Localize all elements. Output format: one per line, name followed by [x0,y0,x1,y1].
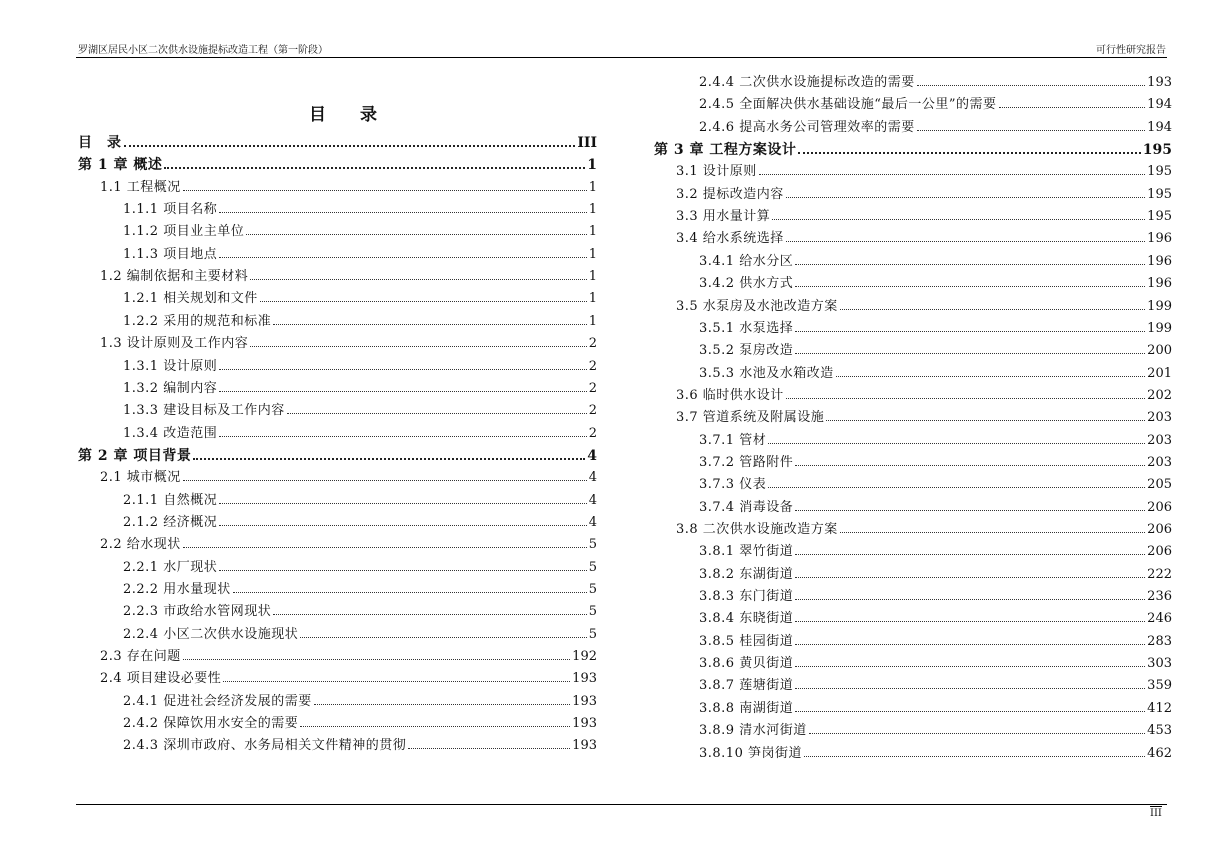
toc-entry-title: 2.1.1 自然概况 [123,492,218,508]
toc-leader-dots [795,499,1145,511]
toc-entry-title: 3.8.8 南湖街道 [699,700,794,716]
toc-entry-page: 2 [588,380,597,396]
toc-entry[interactable] [78,559,597,577]
document-header-title: 罗湖区居民小区二次供水设施提标改造工程（第一阶段） [78,45,328,56]
toc-entry-page: 1 [587,157,597,174]
toc-entry[interactable] [78,358,597,376]
toc-leader-dots [233,581,587,593]
toc-entry-page: 359 [1147,678,1172,694]
toc-leader-dots [219,425,587,437]
toc-entry-page: III [577,135,597,151]
toc-entry-page: 5 [588,559,597,575]
toc-entry-page: 283 [1147,633,1172,649]
toc-leader-dots [826,409,1145,421]
toc-entry-title: 3.7.2 管路附件 [699,454,794,470]
header-rule [76,57,1167,58]
toc-entry-page: 206 [1147,544,1172,560]
toc-entry-page: 203 [1147,454,1172,470]
toc-leader-dots [183,179,587,191]
toc-entry[interactable] [654,588,1172,606]
toc-entry-page: 194 [1147,119,1172,135]
toc-entry-title: 2.4.1 促进社会经济发展的需要 [123,693,312,709]
toc-entry-title: 1.3.2 编制内容 [123,380,218,396]
toc-entry-page: 193 [572,693,597,709]
toc-entry-page: 203 [1147,410,1172,426]
toc-leader-dots [999,96,1146,108]
toc-leader-dots [840,521,1145,533]
toc-entry[interactable] [654,163,1172,181]
toc-entry[interactable] [654,499,1172,517]
toc-entry-page: 195 [1147,186,1172,202]
toc-entry[interactable] [654,387,1172,405]
toc-entry-title: 2.4.2 保障饮用水安全的需要 [123,716,299,732]
toc-entry-title: 2.1.2 经济概况 [123,514,218,530]
toc-leader-dots [795,566,1145,578]
toc-leader-dots [300,626,587,638]
toc-entry-title: 3.6 临时供水设计 [676,387,784,403]
document-header-type: 可行性研究报告 [1096,45,1166,56]
toc-entry-title: 第 3 章 工程方案设计 [654,142,797,159]
toc-entry-title: 3.4.1 给水分区 [699,253,794,269]
toc-leader-dots [795,700,1145,712]
toc-entry[interactable] [78,380,597,398]
toc-leader-dots [798,142,1140,154]
toc-entry-title: 1.1.3 项目地点 [123,246,218,262]
toc-entry-title: 2.4 项目建设必要性 [100,671,222,687]
toc-entry[interactable] [78,156,597,174]
toc-entry[interactable] [78,313,597,331]
toc-entry-page: 2 [588,425,597,441]
toc-entry-title: 2.2 给水现状 [100,537,181,553]
toc-entry-page: 195 [1147,209,1172,225]
toc-entry-title: 3.3 用水量计算 [676,209,771,225]
toc-entry-page: 1 [588,224,597,240]
toc-leader-dots [219,201,587,213]
toc-entry-page: 2 [588,403,597,419]
toc-leader-dots [836,365,1145,377]
toc-entry[interactable] [654,722,1172,740]
toc-entry-title: 3.8.1 翠竹街道 [699,544,794,560]
toc-entry-title: 1.1 工程概况 [100,179,181,195]
toc-leader-dots [250,335,586,347]
toc-leader-dots [809,722,1145,734]
toc-leader-dots [917,74,1145,86]
toc-entry[interactable] [78,603,597,621]
toc-entry-page: 4 [588,492,597,508]
toc-leader-dots [768,432,1145,444]
toc-entry[interactable] [654,275,1172,293]
toc-entry-page: 193 [572,716,597,732]
toc-entry[interactable] [78,492,597,510]
toc-entry-page: 5 [588,582,597,597]
toc-entry[interactable] [78,290,597,308]
toc-entry-page: 5 [588,626,597,642]
toc-entry-page: 4 [588,470,597,486]
toc-entry-page: 5 [588,537,597,553]
toc-entry[interactable] [78,514,597,532]
toc-leader-dots [840,298,1145,310]
toc-entry-page: 206 [1147,499,1172,515]
toc-entry-title: 1.3.1 设计原则 [123,358,218,374]
toc-entry-page: 222 [1147,566,1172,582]
toc-entry[interactable] [78,536,597,554]
toc-leader-dots [287,402,587,414]
toc-entry-page: 4 [588,514,597,530]
toc-entry-page: 194 [1147,97,1172,113]
toc-entry-title: 2.2.2 用水量现状 [123,582,231,597]
toc-entry[interactable] [654,96,1172,114]
toc-entry-page: 453 [1147,723,1172,739]
toc-entry[interactable] [78,469,597,487]
toc-entry[interactable] [78,402,597,420]
toc-entry-title: 2.2.4 小区二次供水设施现状 [123,626,299,642]
toc-entry[interactable] [654,409,1172,427]
toc-entry[interactable] [654,141,1172,159]
toc-entry-title: 2.4.5 全面解决供水基础设施“最后一公里”的需要 [699,97,997,113]
toc-entry[interactable] [654,745,1172,763]
toc-entry-title: 3.5.2 泵房改造 [699,343,794,359]
toc-entry-title: 3.8.10 笋岗街道 [699,745,802,761]
toc-entry-title: 3.8.7 莲塘街道 [699,678,794,694]
toc-leader-dots [300,715,570,727]
toc-leader-dots [260,290,587,302]
toc-entry-title: 第 2 章 项目背景 [78,447,192,464]
toc-entry-title: 2.3 存在问题 [100,649,181,665]
toc-leader-dots [124,135,576,147]
toc-leader-dots [183,469,587,481]
toc-entry-title: 3.5.3 水池及水箱改造 [699,365,834,381]
toc-leader-dots [250,268,586,280]
toc-entry[interactable] [78,179,597,197]
toc-entry-title: 目 录 [78,135,122,151]
toc-entry-page: 199 [1147,320,1172,336]
toc-entry[interactable] [78,648,597,666]
toc-entry[interactable] [654,521,1172,539]
toc-leader-dots [795,454,1145,466]
toc-entry-page: 412 [1147,700,1172,716]
toc-leader-dots [219,559,587,571]
toc-entry-page: 303 [1147,656,1172,672]
toc-entry-title: 2.1 城市概况 [100,470,181,486]
toc-entry-title: 2.4.4 二次供水设施提标改造的需要 [699,75,915,90]
toc-leader-dots [408,737,570,749]
toc-entry[interactable] [78,425,597,443]
toc-heading: 目 录 [309,105,391,125]
toc-leader-dots [772,208,1145,220]
toc-leader-dots [183,648,570,660]
toc-entry-page: 1 [588,313,597,329]
toc-entry-page: 202 [1147,387,1172,403]
toc-entry[interactable] [654,655,1172,673]
toc-entry-title: 1.3.4 改造范围 [123,425,218,441]
toc-entry[interactable] [78,268,597,286]
toc-entry-page: 1 [588,269,597,285]
toc-leader-dots [219,380,587,392]
toc-leader-dots [786,230,1145,242]
toc-leader-dots [759,163,1145,175]
toc-leader-dots [219,246,587,258]
toc-entry[interactable] [654,208,1172,226]
toc-entry-title: 3.5.1 水泵选择 [699,320,794,336]
toc-leader-dots [273,603,587,615]
toc-entry-title: 2.4.6 提高水务公司管理效率的需要 [699,119,915,135]
toc-entry-title: 1.2.1 相关规划和文件 [123,291,258,307]
toc-entry-title: 3.8.5 桂园街道 [699,633,794,649]
toc-entry-title: 3.7 管道系统及附属设施 [676,410,825,426]
toc-entry-page: 193 [572,738,597,754]
toc-entry-title: 3.8.9 清水河街道 [699,723,807,739]
toc-entry-page: 196 [1147,276,1172,292]
toc-entry[interactable] [78,201,597,219]
toc-entry-page: 246 [1147,611,1172,627]
toc-entry[interactable] [654,454,1172,472]
toc-entry-title: 3.4.2 供水方式 [699,276,794,292]
toc-entry[interactable] [78,335,597,353]
toc-entry-title: 1.2.2 采用的规范和标准 [123,313,272,329]
toc-entry-page: 200 [1147,343,1172,359]
toc-leader-dots [917,119,1145,131]
toc-leader-dots [786,387,1145,399]
toc-entry[interactable] [654,432,1172,450]
toc-leader-dots [804,745,1145,757]
toc-entry[interactable] [654,610,1172,628]
toc-entry[interactable] [654,119,1172,137]
toc-entry-page: 5 [588,604,597,620]
toc-entry-title: 1.1.1 项目名称 [123,202,218,218]
toc-entry[interactable] [654,543,1172,561]
toc-entry-page: 199 [1147,298,1172,314]
toc-leader-dots [219,492,587,504]
toc-entry-title: 3.1 设计原则 [676,164,757,180]
toc-entry-page: 196 [1147,231,1172,247]
toc-entry[interactable] [654,298,1172,316]
toc-entry-page: 203 [1147,432,1172,448]
toc-leader-dots [795,320,1145,332]
toc-entry[interactable] [78,670,597,688]
toc-entry-page: 205 [1147,477,1172,493]
toc-entry-title: 3.7.4 消毒设备 [699,499,794,515]
toc-entry-page: 1 [588,202,597,218]
toc-entry[interactable] [78,737,597,755]
toc-leader-dots [164,157,585,169]
toc-entry[interactable] [654,566,1172,584]
toc-leader-dots [246,223,587,235]
toc-entry-title: 3.7.1 管材 [699,432,767,448]
toc-entry[interactable] [654,230,1172,248]
toc-leader-dots [795,543,1145,555]
toc-leader-dots [223,670,570,682]
toc-leader-dots [795,610,1145,622]
toc-entry-page: 192 [572,649,597,665]
toc-entry[interactable] [78,581,597,599]
toc-entry[interactable] [654,253,1172,271]
toc-entry-title: 1.3.3 建设目标及工作内容 [123,403,285,419]
toc-entry-page: 4 [587,447,597,464]
toc-entry[interactable] [78,715,597,733]
toc-entry-title: 2.2.1 水厂现状 [123,559,218,575]
toc-leader-dots [273,313,587,325]
toc-entry-title: 3.4 给水系统选择 [676,231,784,247]
toc-entry-title: 2.4.3 深圳市政府、水务局相关文件精神的贯彻 [123,738,407,754]
toc-entry-page: 462 [1147,745,1172,761]
toc-leader-dots [795,588,1145,600]
toc-entry[interactable] [78,223,597,241]
toc-leader-dots [795,677,1145,689]
toc-entry-title: 1.3 设计原则及工作内容 [100,336,249,352]
toc-entry-title: 1.1.2 项目业主单位 [123,224,245,240]
footer-rule [76,804,1167,805]
toc-entry[interactable] [654,365,1172,383]
toc-entry[interactable] [78,693,597,711]
toc-entry[interactable] [654,677,1172,695]
toc-entry-title: 3.8.6 黄贝街道 [699,656,794,672]
toc-entry[interactable] [654,700,1172,718]
toc-entry-title: 2.2.3 市政给水管网现状 [123,604,272,620]
toc-entry-page: 196 [1147,253,1172,269]
toc-entry[interactable] [78,626,597,644]
toc-entry-page: 195 [1142,142,1172,159]
toc-entry-page: 236 [1147,589,1172,605]
toc-entry-title: 1.2 编制依据和主要材料 [100,269,249,285]
toc-leader-dots [786,186,1145,198]
toc-leader-dots [183,536,587,548]
toc-leader-dots [795,655,1145,667]
toc-entry-title: 第 1 章 概述 [78,157,163,174]
toc-entry-title: 3.8.4 东晓街道 [699,611,794,627]
toc-entry-page: 1 [588,246,597,262]
toc-entry[interactable] [654,476,1172,494]
toc-entry[interactable] [78,246,597,264]
page-number: III [1150,808,1162,819]
toc-leader-dots [768,476,1145,488]
toc-leader-dots [219,358,587,370]
toc-entry-title: 3.8.3 东门街道 [699,589,794,605]
toc-entry-page: 1 [588,291,597,307]
toc-entry-title: 3.7.3 仪表 [699,477,767,493]
toc-leader-dots [795,633,1145,645]
toc-leader-dots [219,514,587,526]
toc-entry-page: 193 [1147,75,1172,90]
toc-leader-dots [193,448,585,460]
toc-entry-title: 3.8 二次供水设施改造方案 [676,522,838,537]
toc-entry-page: 1 [588,179,597,195]
toc-leader-dots [795,275,1145,287]
toc-entry-page: 2 [588,336,597,352]
toc-entry[interactable] [654,74,1172,92]
toc-entry[interactable] [78,134,597,152]
toc-entry-title: 3.8.2 东湖街道 [699,566,794,582]
toc-leader-dots [314,693,570,705]
toc-leader-dots [795,342,1145,354]
toc-leader-dots [795,253,1145,265]
toc-entry-page: 206 [1147,522,1172,537]
toc-entry-page: 201 [1147,365,1172,381]
toc-entry[interactable] [654,186,1172,204]
toc-entry-page: 2 [588,358,597,374]
toc-entry[interactable] [654,320,1172,338]
toc-entry-page: 195 [1147,164,1172,180]
toc-entry[interactable] [654,633,1172,651]
toc-entry-title: 3.5 水泵房及水池改造方案 [676,298,838,314]
toc-entry[interactable] [654,342,1172,360]
toc-entry-page: 193 [572,671,597,687]
toc-entry-title: 3.2 提标改造内容 [676,186,784,202]
toc-entry[interactable] [78,447,597,465]
